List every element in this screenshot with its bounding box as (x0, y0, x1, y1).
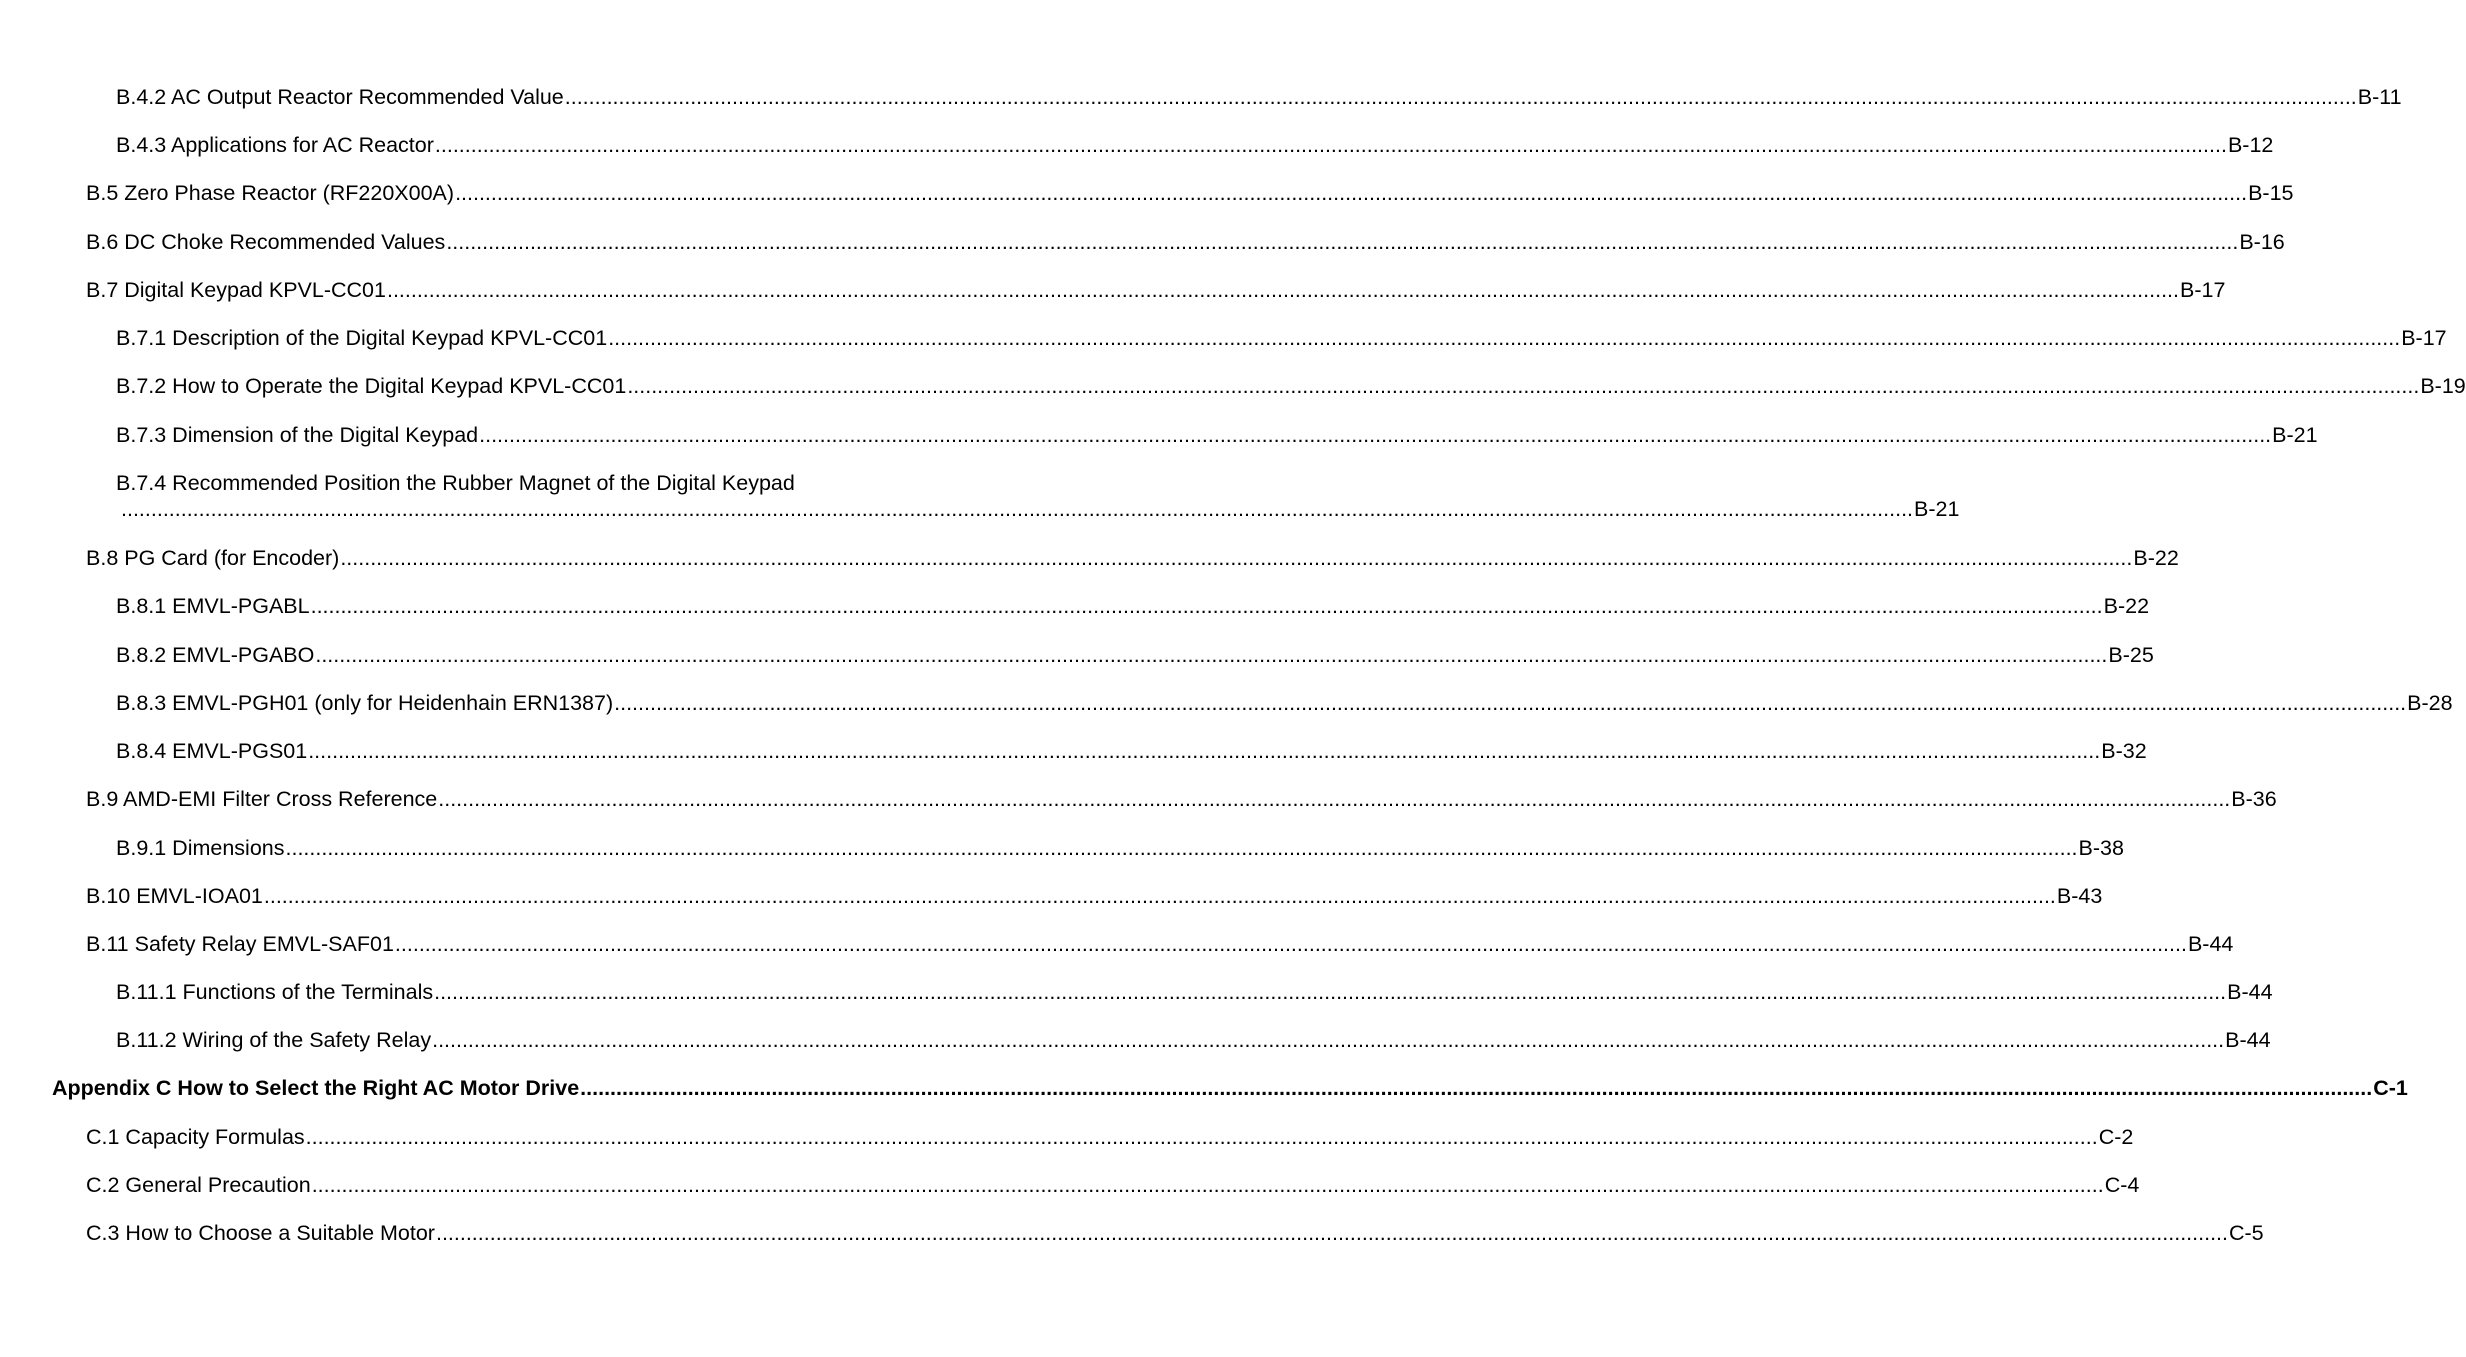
toc-entry-title: B.4.2 AC Output Reactor Recommended Value (116, 85, 564, 109)
toc-dot-leader: ............................................................................................................................................................................................................................................................................................................ (564, 85, 2357, 109)
toc-dot-leader: ............................................................................................................................................................................................................................................................................................................ (434, 980, 2227, 1004)
toc-entry[interactable] (116, 132, 2274, 158)
toc-entry-title: B.7.3 Dimension of the Digital Keypad (116, 423, 479, 447)
toc-entry[interactable] (116, 470, 1960, 522)
toc-entry[interactable] (116, 642, 2154, 668)
toc-entry[interactable] (86, 931, 2234, 957)
toc-dot-leader: ............................................................................................................................................................................................................................................................................................................ (479, 423, 2272, 447)
toc-dot-leader: ............................................................................................................................................................................................................................................................................................................ (305, 1125, 2098, 1149)
toc-dot-leader: ............................................................................................................................................................................................................................................................................................................ (608, 326, 2401, 350)
toc-dot-leader: ............................................................................................................................................................................................................................................................................................................ (446, 230, 2239, 254)
toc-entry-page: B-12 (2227, 133, 2274, 157)
toc-entry[interactable] (86, 277, 2226, 303)
toc-dot-leader: ............................................................................................................................................................................................................................................................................................................ (340, 546, 2133, 570)
toc-dot-leader: ............................................................................................................................................................................................................................................................................................................ (308, 739, 2101, 763)
toc-entry-page: B-15 (2248, 181, 2294, 205)
toc-entry-title: B.8 PG Card (for Encoder) (86, 546, 340, 570)
toc-entry-page: B-21 (1914, 497, 1960, 521)
toc-entry-page: B-21 (2272, 423, 2318, 447)
toc-entry-title: B.11.1 Functions of the Terminals (116, 980, 434, 1004)
toc-entry-title: B.9.1 Dimensions (116, 836, 285, 860)
toc-entry[interactable] (116, 84, 2402, 110)
toc-entry[interactable] (116, 835, 2124, 861)
toc-entry-page: B-28 (2407, 691, 2453, 715)
toc-entry-title: Appendix C How to Select the Right AC Motor Drive (52, 1076, 580, 1100)
toc-entry-page: B-38 (2078, 836, 2124, 860)
toc-entry[interactable] (116, 593, 2150, 619)
toc-entry-title: B.7.4 Recommended Position the Rubber Magnet of the Digital Keypad (116, 471, 795, 495)
toc-entry-page: B-16 (2239, 230, 2285, 254)
toc-entry-page: B-25 (2108, 643, 2154, 667)
toc-entry[interactable] (116, 1027, 2271, 1053)
toc-entry-title: B.11.2 Wiring of the Safety Relay (116, 1028, 432, 1052)
toc-entry-page: B-32 (2101, 739, 2147, 763)
toc-entry[interactable] (116, 373, 2466, 399)
toc-dot-leader: ............................................................................................................................................................................................................................................................................................................ (438, 787, 2231, 811)
toc-entry-page: B-19 (2420, 374, 2466, 398)
toc-entry-title: B.4.3 Applications for AC Reactor (116, 133, 434, 157)
toc-entry-page: C-4 (2104, 1173, 2140, 1197)
toc-dot-leader: ............................................................................................................................................................................................................................................................................................................ (386, 278, 2179, 302)
toc-entry[interactable] (86, 1220, 2264, 1246)
toc-dot-leader: ............................................................................................................................................................................................................................................................................................................ (311, 1173, 2104, 1197)
toc-dot-leader: ............................................................................................................................................................................................................................................................................................................ (434, 133, 2227, 157)
toc-entry-page: C-1 (2373, 1076, 2408, 1100)
toc-entry-page: B-44 (2187, 932, 2234, 956)
toc-entry-title: C.2 General Precaution (86, 1173, 311, 1197)
toc-dot-leader: ............................................................................................................................................................................................................................................................................................................ (455, 181, 2248, 205)
toc-entry[interactable] (116, 979, 2273, 1005)
toc-entry-title: B.7.1 Description of the Digital Keypad KPVL-CC01 (116, 326, 608, 350)
toc-entry-title: B.8.2 EMVL-PGABO (116, 643, 315, 667)
toc-entry-title: C.3 How to Choose a Suitable Motor (86, 1221, 435, 1245)
toc-entry-page: B-44 (2225, 1028, 2271, 1052)
toc-entry-title: B.5 Zero Phase Reactor (RF220X00A) (86, 181, 455, 205)
toc-entry-title: B.8.4 EMVL-PGS01 (116, 739, 308, 763)
toc-entry-page: B-22 (2103, 594, 2150, 618)
toc-dot-leader: ............................................................................................................................................................................................................................................................................................................ (627, 374, 2420, 398)
toc-entry-title: B.6 DC Choke Recommended Values (86, 230, 446, 254)
toc-dot-leader: ............................................................................................................................................................................................................................................................................................................ (285, 836, 2078, 860)
toc-entry-title: B.10 EMVL-IOA01 (86, 884, 263, 908)
toc-entry[interactable] (86, 1124, 2134, 1150)
toc-entry[interactable] (86, 229, 2285, 255)
toc-entry-title: B.8.3 EMVL-PGH01 (only for Heidenhain ERN1387) (116, 691, 614, 715)
toc-entry[interactable] (116, 738, 2147, 764)
toc-entry[interactable] (86, 180, 2294, 206)
toc-entry-title: B.7 Digital Keypad KPVL-CC01 (86, 278, 386, 302)
toc-entry-title: B.11 Safety Relay EMVL-SAF01 (86, 932, 394, 956)
toc-dot-leader: ............................................................................................................................................................................................................................................................................................................ (394, 932, 2187, 956)
toc-entry-page: B-11 (2357, 85, 2402, 109)
toc-entry[interactable] (86, 883, 2103, 909)
toc-entry-title: B.8.1 EMVL-PGABL (116, 594, 310, 618)
toc-dot-leader: ............................................................................................................................................................................................................................................................................................................ (435, 1221, 2228, 1245)
toc-entry[interactable] (52, 1075, 2408, 1101)
toc-entry-title: B.9 AMD-EMI Filter Cross Reference (86, 787, 438, 811)
toc-entry[interactable] (116, 690, 2453, 716)
toc-entry[interactable] (116, 422, 2318, 448)
toc-dot-leader: ............................................................................................................................................................................................................................................................................................................ (432, 1028, 2225, 1052)
toc-dot-leader: ............................................................................................................................................................................................................................................................................................................ (121, 497, 1914, 521)
toc-entry-page: B-17 (2401, 326, 2447, 350)
toc-entry-page: B-17 (2180, 278, 2226, 302)
toc-entry[interactable] (86, 1172, 2140, 1198)
toc-dot-leader: ............................................................................................................................................................................................................................................................................................................ (315, 643, 2108, 667)
toc-entry[interactable] (116, 325, 2447, 351)
toc-entry-page: B-22 (2133, 546, 2179, 570)
toc-entry-page: B-44 (2227, 980, 2273, 1004)
toc-dot-leader: ............................................................................................................................................................................................................................................................................................................ (263, 884, 2056, 908)
toc-entry-title: C.1 Capacity Formulas (86, 1125, 305, 1149)
toc-entry-page: B-43 (2056, 884, 2103, 908)
toc-entry-title: B.7.2 How to Operate the Digital Keypad KPVL-CC01 (116, 374, 627, 398)
toc-entry-page: C-2 (2098, 1125, 2134, 1149)
toc-entry-page: B-36 (2231, 787, 2277, 811)
toc-entry[interactable] (86, 786, 2277, 812)
toc-dot-leader: ............................................................................................................................................................................................................................................................................................................ (580, 1076, 2373, 1100)
toc-dot-leader: ............................................................................................................................................................................................................................................................................................................ (614, 691, 2407, 715)
toc-dot-leader: ............................................................................................................................................................................................................................................................................................................ (310, 594, 2103, 618)
toc-entry[interactable] (86, 545, 2179, 571)
toc-entry-page: C-5 (2229, 1221, 2264, 1245)
